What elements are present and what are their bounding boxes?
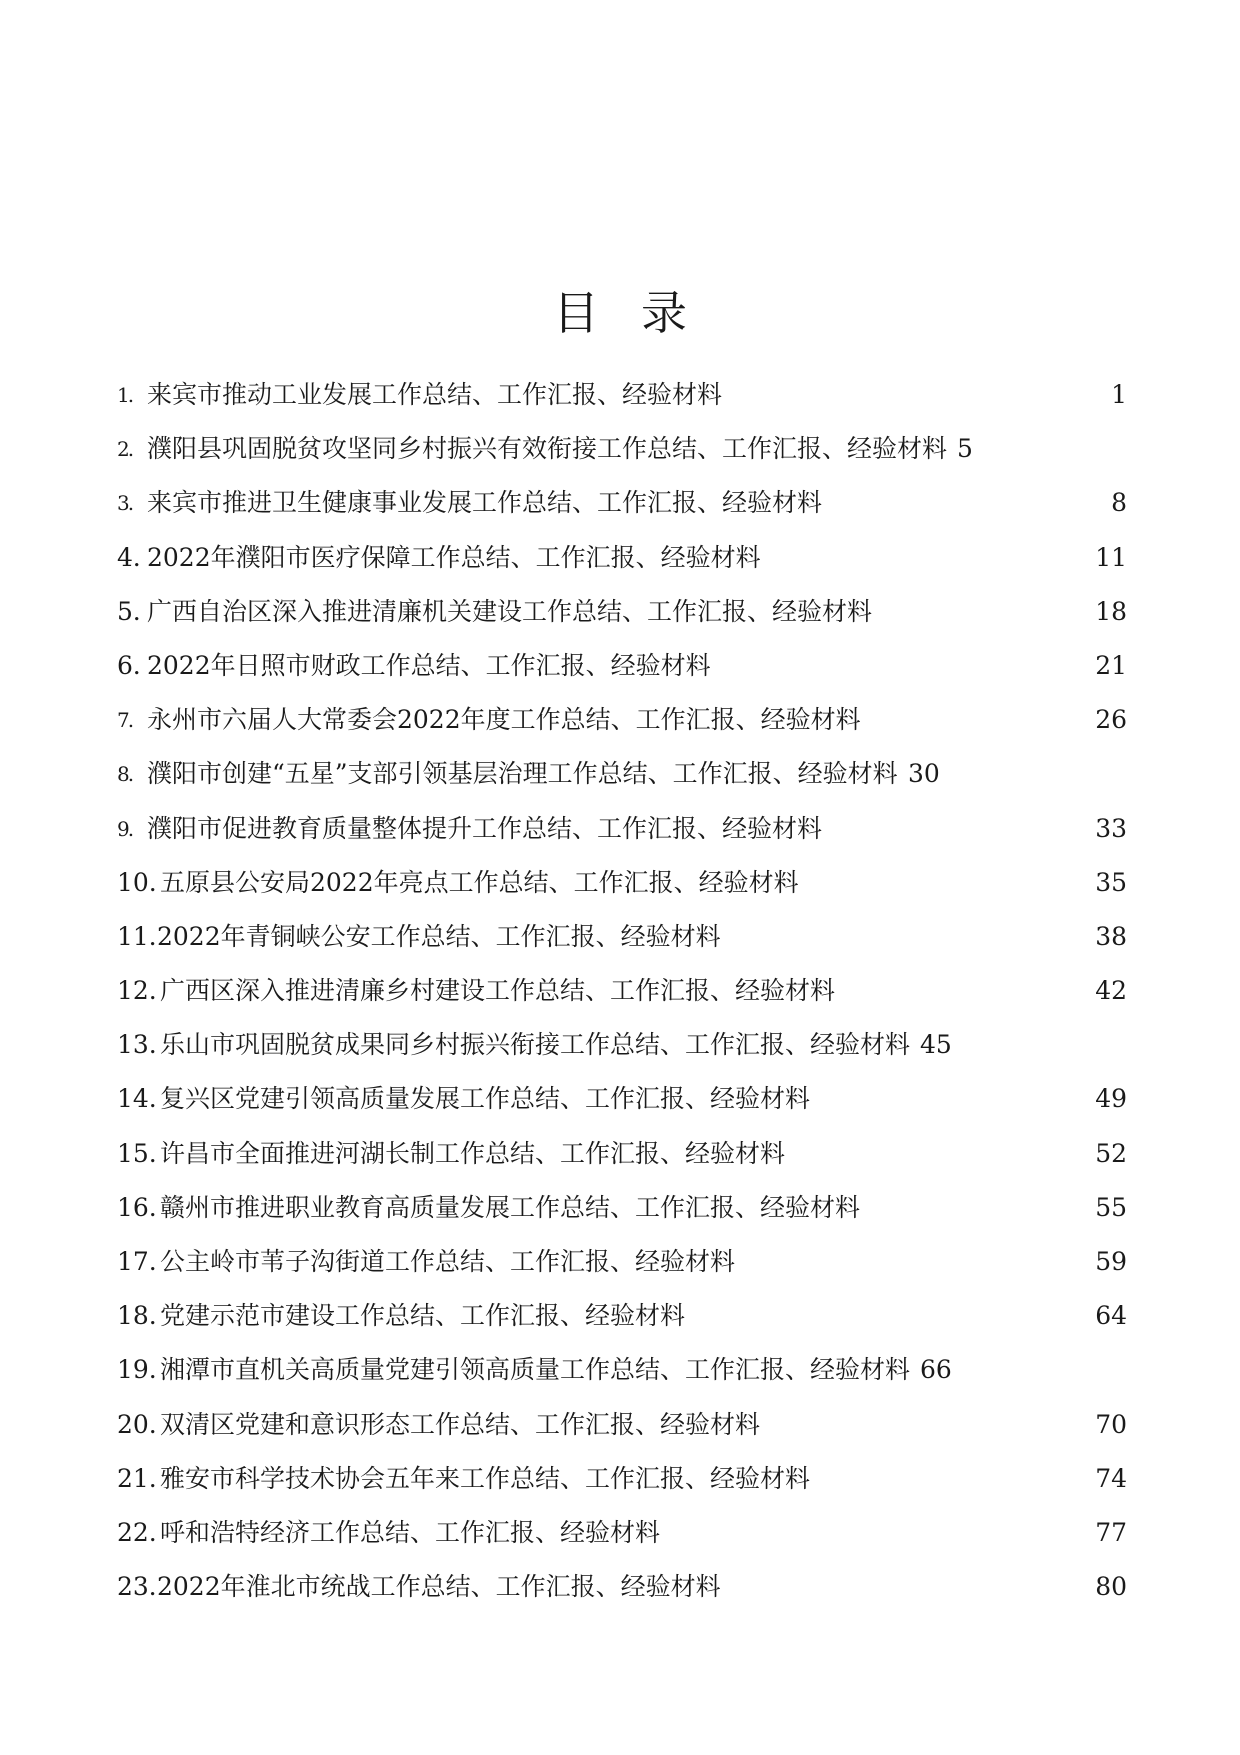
- toc-entry-number: 22.: [117, 1517, 157, 1547]
- toc-entry-number: 9.: [117, 816, 133, 841]
- toc-entry-number: 13.: [117, 1030, 157, 1060]
- toc-entry-title: 湘潭市直机关高质量党建引领高质量工作总结、工作汇报、经验材料: [160, 1355, 911, 1385]
- page-title: 目录: [553, 285, 729, 340]
- toc-entry-page-number: 30: [908, 759, 940, 789]
- toc-entry-page-number: 35: [1095, 867, 1127, 897]
- toc-entry-page-number: 59: [1095, 1247, 1127, 1276]
- toc-entry: [117, 1235, 1127, 1289]
- toc-entry-number: 20.: [117, 1409, 157, 1439]
- toc-entry: [117, 422, 1127, 476]
- toc-entry-number: 19.: [117, 1355, 157, 1385]
- toc-entry-page-number: 64: [1095, 1301, 1127, 1331]
- toc-entry-title: 濮阳市促进教育质量整体提升工作总结、工作汇报、经验材料: [147, 813, 823, 843]
- toc-entry: [117, 531, 1127, 585]
- toc-entry: [117, 1072, 1127, 1126]
- table-of-contents: [117, 368, 1127, 1614]
- toc-entry: [117, 1506, 1127, 1560]
- toc-entry-title: 永州市六届人大常委会2022年度工作总结、工作汇报、经验材料: [147, 705, 861, 735]
- toc-entry-title: 赣州市推进职业教育高质量发展工作总结、工作汇报、经验材料: [160, 1192, 861, 1222]
- toc-entry-page-number: 33: [1095, 813, 1127, 843]
- toc-entry-number: 10.: [117, 867, 157, 897]
- toc-entry: [117, 1181, 1127, 1235]
- toc-entry-page-number: 21: [1095, 650, 1127, 680]
- toc-entry-page-number: 18: [1095, 596, 1127, 626]
- toc-entry-page-number: 8: [1111, 488, 1127, 518]
- toc-entry-page-number: 26: [1095, 705, 1127, 735]
- toc-entry-page-number: 77: [1095, 1517, 1127, 1547]
- toc-entry-page-number: 11: [1095, 542, 1127, 572]
- toc-entry-number: 16.: [117, 1192, 157, 1222]
- toc-entry: [117, 1127, 1127, 1181]
- toc-entry: [117, 639, 1127, 693]
- toc-entry-title: 来宾市推动工业发展工作总结、工作汇报、经验材料: [147, 380, 723, 409]
- toc-entry: [117, 1398, 1127, 1452]
- toc-entry-title: 乐山市巩固脱贫成果同乡村振兴衔接工作总结、工作汇报、经验材料: [160, 1030, 911, 1060]
- toc-entry-page-number: 38: [1095, 921, 1127, 951]
- toc-entry-page-number: 66: [920, 1355, 952, 1385]
- toc-entry-title: 雅安市科学技术协会五年来工作总结、工作汇报、经验材料: [160, 1463, 811, 1493]
- toc-entry-title: 2022年淮北市统战工作总结、工作汇报、经验材料: [157, 1572, 721, 1602]
- toc-entry-page-number: 5: [957, 434, 973, 464]
- toc-entry-title: 广西区深入推进清廉乡村建设工作总结、工作汇报、经验材料: [160, 976, 836, 1006]
- toc-entry-title: 复兴区党建引领高质量发展工作总结、工作汇报、经验材料: [160, 1084, 811, 1114]
- toc-entry-number: 2.: [117, 437, 133, 462]
- toc-entry-number: 4．: [117, 542, 158, 572]
- toc-entry: [117, 368, 1127, 422]
- toc-entry-title: 广西自治区深入推进清廉机关建设工作总结、工作汇报、经验材料: [147, 596, 873, 626]
- toc-entry-page-number: 70: [1095, 1409, 1127, 1439]
- toc-entry: [117, 964, 1127, 1018]
- toc-entry-title: 濮阳县巩固脱贫攻坚同乡村振兴有效衔接工作总结、工作汇报、经验材料: [147, 434, 948, 464]
- toc-entry-title: 2022年青铜峡公安工作总结、工作汇报、经验材料: [157, 921, 721, 951]
- toc-entry-number: 11．: [117, 921, 174, 951]
- toc-entry-number: 15.: [117, 1138, 157, 1168]
- toc-entry-page-number: 74: [1095, 1463, 1127, 1493]
- toc-entry: [117, 476, 1127, 530]
- toc-entry-title: 党建示范市建设工作总结、工作汇报、经验材料: [160, 1301, 686, 1331]
- toc-entry: [117, 747, 1127, 801]
- toc-entry-title: 许昌市全面推进河湖长制工作总结、工作汇报、经验材料: [160, 1138, 786, 1168]
- toc-entry-title: 来宾市推进卫生健康事业发展工作总结、工作汇报、经验材料: [147, 488, 823, 518]
- toc-entry-number: 23．: [117, 1572, 174, 1602]
- toc-entry-number: 17.: [117, 1247, 157, 1276]
- toc-entry-number: 21.: [117, 1463, 157, 1493]
- toc-entry-number: 7.: [117, 708, 133, 733]
- toc-entry-page-number: 42: [1095, 976, 1127, 1006]
- toc-entry-page-number: 80: [1095, 1572, 1127, 1602]
- toc-entry: [117, 1560, 1127, 1614]
- toc-entry-title: 濮阳市创建“五星”支部引领基层治理工作总结、工作汇报、经验材料: [147, 759, 898, 789]
- toc-entry-title: 2022年日照市财政工作总结、工作汇报、经验材料: [147, 650, 711, 680]
- toc-entry-title: 双清区党建和意识形态工作总结、工作汇报、经验材料: [160, 1409, 761, 1439]
- toc-entry-number: 12.: [117, 976, 157, 1006]
- toc-entry-title: 五原县公安局2022年亮点工作总结、工作汇报、经验材料: [160, 867, 799, 897]
- toc-entry-page-number: 49: [1095, 1084, 1127, 1114]
- toc-entry-number: 1.: [117, 383, 133, 407]
- toc-entry-number: 6．: [117, 650, 158, 680]
- toc-entry-number: 8.: [117, 762, 133, 787]
- toc-entry: [117, 1452, 1127, 1506]
- toc-entry: [117, 585, 1127, 639]
- toc-entry-number: 3.: [117, 491, 133, 516]
- toc-entry-title: 2022年濮阳市医疗保障工作总结、工作汇报、经验材料: [147, 542, 761, 572]
- toc-entry: [117, 1343, 1127, 1397]
- toc-entry-number: 14.: [117, 1084, 157, 1114]
- toc-entry: [117, 693, 1127, 747]
- toc-entry-page-number: 52: [1095, 1138, 1127, 1168]
- toc-entry-page-number: 55: [1095, 1192, 1127, 1222]
- toc-entry: [117, 802, 1127, 856]
- toc-entry: [117, 910, 1127, 964]
- toc-entry: [117, 1018, 1127, 1072]
- toc-entry-number: 18.: [117, 1301, 157, 1331]
- toc-entry: [117, 856, 1127, 910]
- toc-entry-page-number: 1: [1111, 380, 1127, 409]
- toc-entry: [117, 1289, 1127, 1343]
- toc-entry-page-number: 45: [920, 1030, 952, 1060]
- toc-entry-title: 公主岭市苇子沟街道工作总结、工作汇报、经验材料: [160, 1247, 736, 1276]
- toc-entry-title: 呼和浩特经济工作总结、工作汇报、经验材料: [160, 1517, 661, 1547]
- toc-entry-number: 5．: [117, 596, 158, 626]
